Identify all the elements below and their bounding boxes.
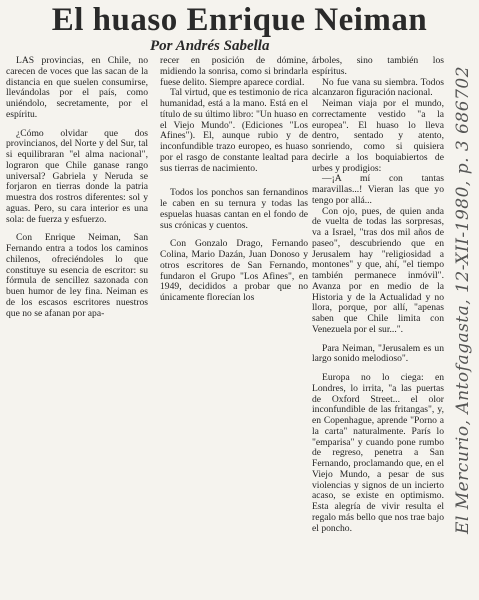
paragraph: Con ojo, pues, de quien anda de vuelta de todas las sorpresas, va a Israel, "tras dos mil años de paseo", descubriendo que en Jerusalem hay "religiosidad a montones" y que, ahí, "el tiempo también permanece inmóvil". Avanza por en medio de la Historia y de la Actualidad y no llora, porque, por allí, "apenas saben que Chile limita con Venezuela por el sur...". <box>312 205 444 335</box>
paragraph: No fue vana su siembra. Todos alcanzaron figuración nacional. <box>312 76 444 99</box>
paragraph: Todos los ponchos san fernandinos le caben en su ternura y todas las espuelas huasas cantan en el fondo de sus crónicas y cuentos. <box>160 187 308 231</box>
paragraph: recer en posición de dómine, midiendo la sonrisa, como si brindarla fuese delito. Siempre aparece cordial. <box>160 55 308 88</box>
paragraph: LAS provincias, en Chile, no carecen de voces que las sacan de la distancia en que suelen consumirse, llevándolas por el país, como uniéndolo, secretamente, por el espíritu. <box>6 55 148 120</box>
paragraph: Con Gonzalo Drago, Fernando Colina, Mario Dazán, Juan Donoso y otros escritores de San Fernando, fundaron el Grupo "Los Afines", en 1949, decididos a probar que no únicamente florecían los <box>160 238 308 303</box>
article-byline: Por Andrés Sabella <box>150 38 270 54</box>
paragraph: Para Neiman, "Jerusalem es un largo sonido melodioso". <box>312 342 444 365</box>
paragraph: ¿Cómo olvidar que dos provincianos, del Norte y del Sur, tal si equilibraran "el alma nacional", lograron que Chile ganase rango universal? Gabriela y Neruda se forjaron en tierras donde la patria muestra dos rostros diferentes: sol y aguas. Pero, su cara interior es una sola: de fuerza y esfuerzo. <box>6 127 148 225</box>
handwritten-source-note: El Mercurio, Antofagasta, 12-XII-1980, p. 3 686702 <box>453 65 473 535</box>
paragraph: Tal virtud, que es testimonio de rica humanidad, está a la mano. Está en el título de su último libro: "Un huaso en el Viejo Mundo". (Ediciones "Los Afines"). El, aunque rubio y de inconfundible trazo europeo, es huaso por el rasgo de constante lealtad para sus tierras de nacimiento. <box>160 87 308 174</box>
paragraph: árboles, sino también los espíritus. <box>312 55 444 77</box>
article-column-2 <box>160 56 308 304</box>
paragraph: Europa no lo ciega: en Londres, lo irrita, "a las puertas de Oxford Street... el olor inconfundible de las fritangas", y, en Copenhague, aprende "Porno a la carta" naturalmente. París lo "emparisa" y cuando pone rumbo de regreso, penetra a San Fernando, proclamando que, en el Viejo Mundo, a pesar de sus violencias y signos de un incierto acaso, se existe en optimismo. Esta alegría de vivir resulta el regalo más bello que nos trae bajo el poncho. <box>312 372 444 534</box>
paragraph: —¡A mí con tantas maravillas...! Vieran las que yo tengo por allá... <box>312 173 444 206</box>
paragraph: Con Enrique Neiman, San Fernando entra a todos los caminos chilenos, ofreciéndoles lo que constituye su esencia de escritor: su fórmula de sencillez sazonada con buen humor de ley fina. Neiman es de los escasos escritores nuestros que no se afanan por apa- <box>6 232 148 319</box>
article-column-3 <box>312 56 444 534</box>
article-column-1 <box>6 56 148 319</box>
paragraph: Neiman viaja por el mundo, correctamente vestido "a la europea". El huaso lo lleva dentro, sentado y atento, sonriendo, como si quisiera decirle a los boquiabiertos de urbes y prodigios: <box>312 98 444 174</box>
article-headline: El huaso Enrique Neiman <box>51 2 428 38</box>
